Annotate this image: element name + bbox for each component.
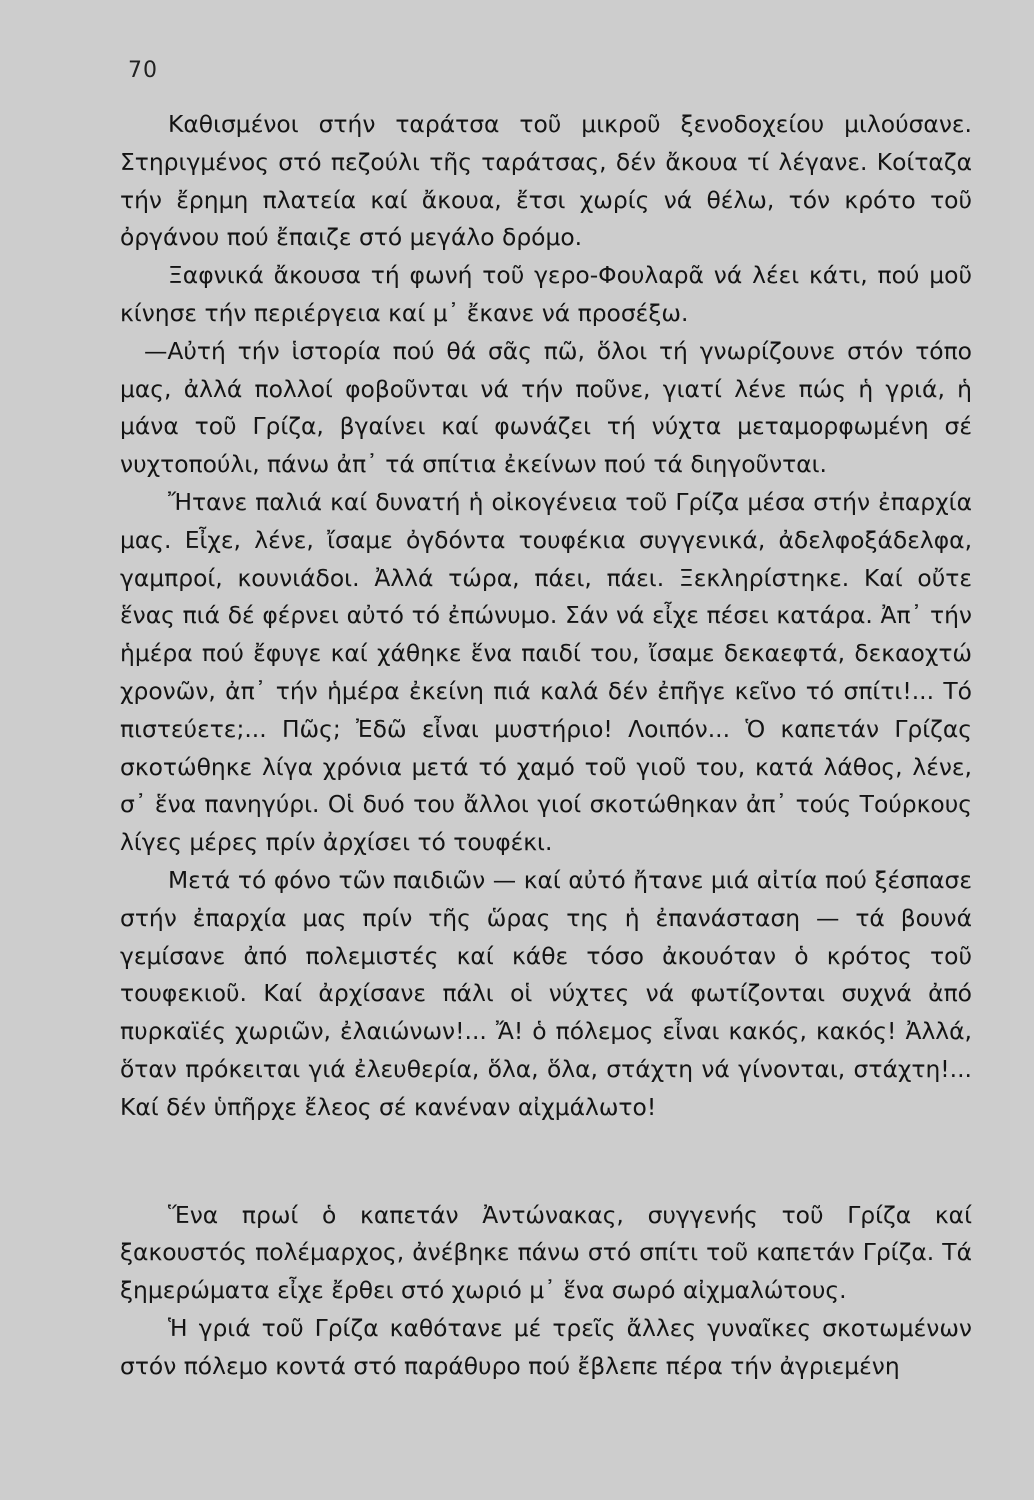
paragraph-3: —Αὐτή τήν ἱστορία πού θά σᾶς πῶ, ὅλοι τή γνωρίζουνε στόν τόπο μας, ἀλλά πολλοί φοβοῦνται νά τήν ποῦνε, γιατί λένε πώς ἡ γριά, ἡ μάνα τοῦ Γρίζα, βγαίνει καί φωνάζει τή νύχτα μεταμορφωμένη σέ νυχτοπούλι, πάνω ἀπ᾽ τά σπίτια ἐκείνων πού τά διηγοῦνται. xyxy=(120,336,972,479)
paragraph-6: Ἕνα πρωί ὁ καπετάν Ἀντώνακας, συγγενής τοῦ Γρίζα καί ξακουστός πολέμαρχος, ἀνέβηκε πάνω στό σπίτι τοῦ καπετάν Γρίζα. Τά ξημερώματα εἶχε ἔρθει στό χωριό μ᾽ ἕνα σωρό αἰχμαλώτους. xyxy=(120,1200,972,1305)
paragraph-2: Ξαφνικά ἄκουσα τή φωνή τοῦ γερο-Φουλαρᾶ νά λέει κάτι, πού μοῦ κίνησε τήν περιέργεια καί μ᾽ ἔκανε νά προσέξω. xyxy=(120,261,972,327)
paragraph-1: Καθισμένοι στήν ταράτσα τοῦ μικροῦ ξενοδοχείου μιλούσανε. Στηριγμένος στό πεζούλι τῆς ταράτσας, δέν ἄκουα τί λέγανε. Κοίταζα τήν ἔρημη πλατεία καί ἄκουα, ἔτσι χωρίς νά θέλω, τόν κρότο τοῦ ὀργάνου πού ἔπαιζε στό μεγάλο δρόμο. xyxy=(120,110,972,252)
paragraph-5: Μετά τό φόνο τῶν παιδιῶν — καί αὐτό ἤτανε μιά αἰτία πού ξέσπασε στήν ἐπαρχία μας πρίν τῆς ὥρας της ἡ ἐπανάσταση — τά βουνά γεμίσανε ἀπό πολεμιστές καί κάθε τόσο ἀκουόταν ὁ κρότος τοῦ τουφεκιοῦ. Καί ἀρχίσανε πάλι οἱ νύχτες νά φωτίζονται συχνά ἀπό πυρκαϊές χωριῶν, ἐλαιώνων!... Ἄ! ὁ πόλεμος εἶναι κακός, κακός! Ἀλλά, ὅταν πρόκειται γιά ἐλευθερία, ὅλα, ὅλα, στάχτη νά γίνονται, στάχτη!... Καί δέν ὑπῆρχε ἔλεος σέ κανέναν αἰχμάλωτο! xyxy=(120,865,972,1121)
paragraph-4: Ἤτανε παλιά καί δυνατή ἡ οἰκογένεια τοῦ Γρίζα μέσα στήν ἐπαρχία μας. Εἶχε, λένε, ἴσαμε ὀγδόντα τουφέκια συγγενικά, ἀδελφοξάδελφα, γαμπροί, κουνιάδοι. Ἀλλά τώρα, πάει, πάει. Ξεκληρίστηκε. Καί οὔτε ἕνας πιά δέ φέρνει αὐτό τό ἐπώνυμο. Σάν νά εἶχε πέσει κατάρα. Ἀπ᾽ τήν ἡμέρα πού ἔφυγε καί χάθηκε ἕνα παιδί του, ἴσαμε δεκαεφτά, δεκαοχτώ χρονῶν, ἀπ᾽ τήν ἡμέρα ἐκείνη πιά καλά δέν ἐπῆγε κεῖνο τό σπίτι!... Τό πιστεύετε;... Πῶς; Ἐδῶ εἶναι μυστήριο! Λοιπόν... Ὁ καπετάν Γρίζας σκοτώθηκε λίγα χρόνια μετά τό χαμό τοῦ γιοῦ του, κατά λάθος, λένε, σ᾽ ἕνα πανηγύρι. Οἱ δυό του ἄλλοι γιοί σκοτώθηκαν ἀπ᾽ τούς Τούρκους λίγες μέρες πρίν ἀρχίσει τό τουφέκι. xyxy=(120,487,972,857)
section-break xyxy=(120,1127,972,1197)
page-number: 70 xyxy=(128,58,158,83)
body-text xyxy=(120,106,972,1386)
paragraph-7: Ἡ γριά τοῦ Γρίζα καθότανε μέ τρεῖς ἄλλες γυναῖκες σκοτωμένων στόν πόλεμο κοντά στό παράθυρο πού ἔβλεπε πέρα τήν ἀγριεμένη xyxy=(120,1313,972,1380)
